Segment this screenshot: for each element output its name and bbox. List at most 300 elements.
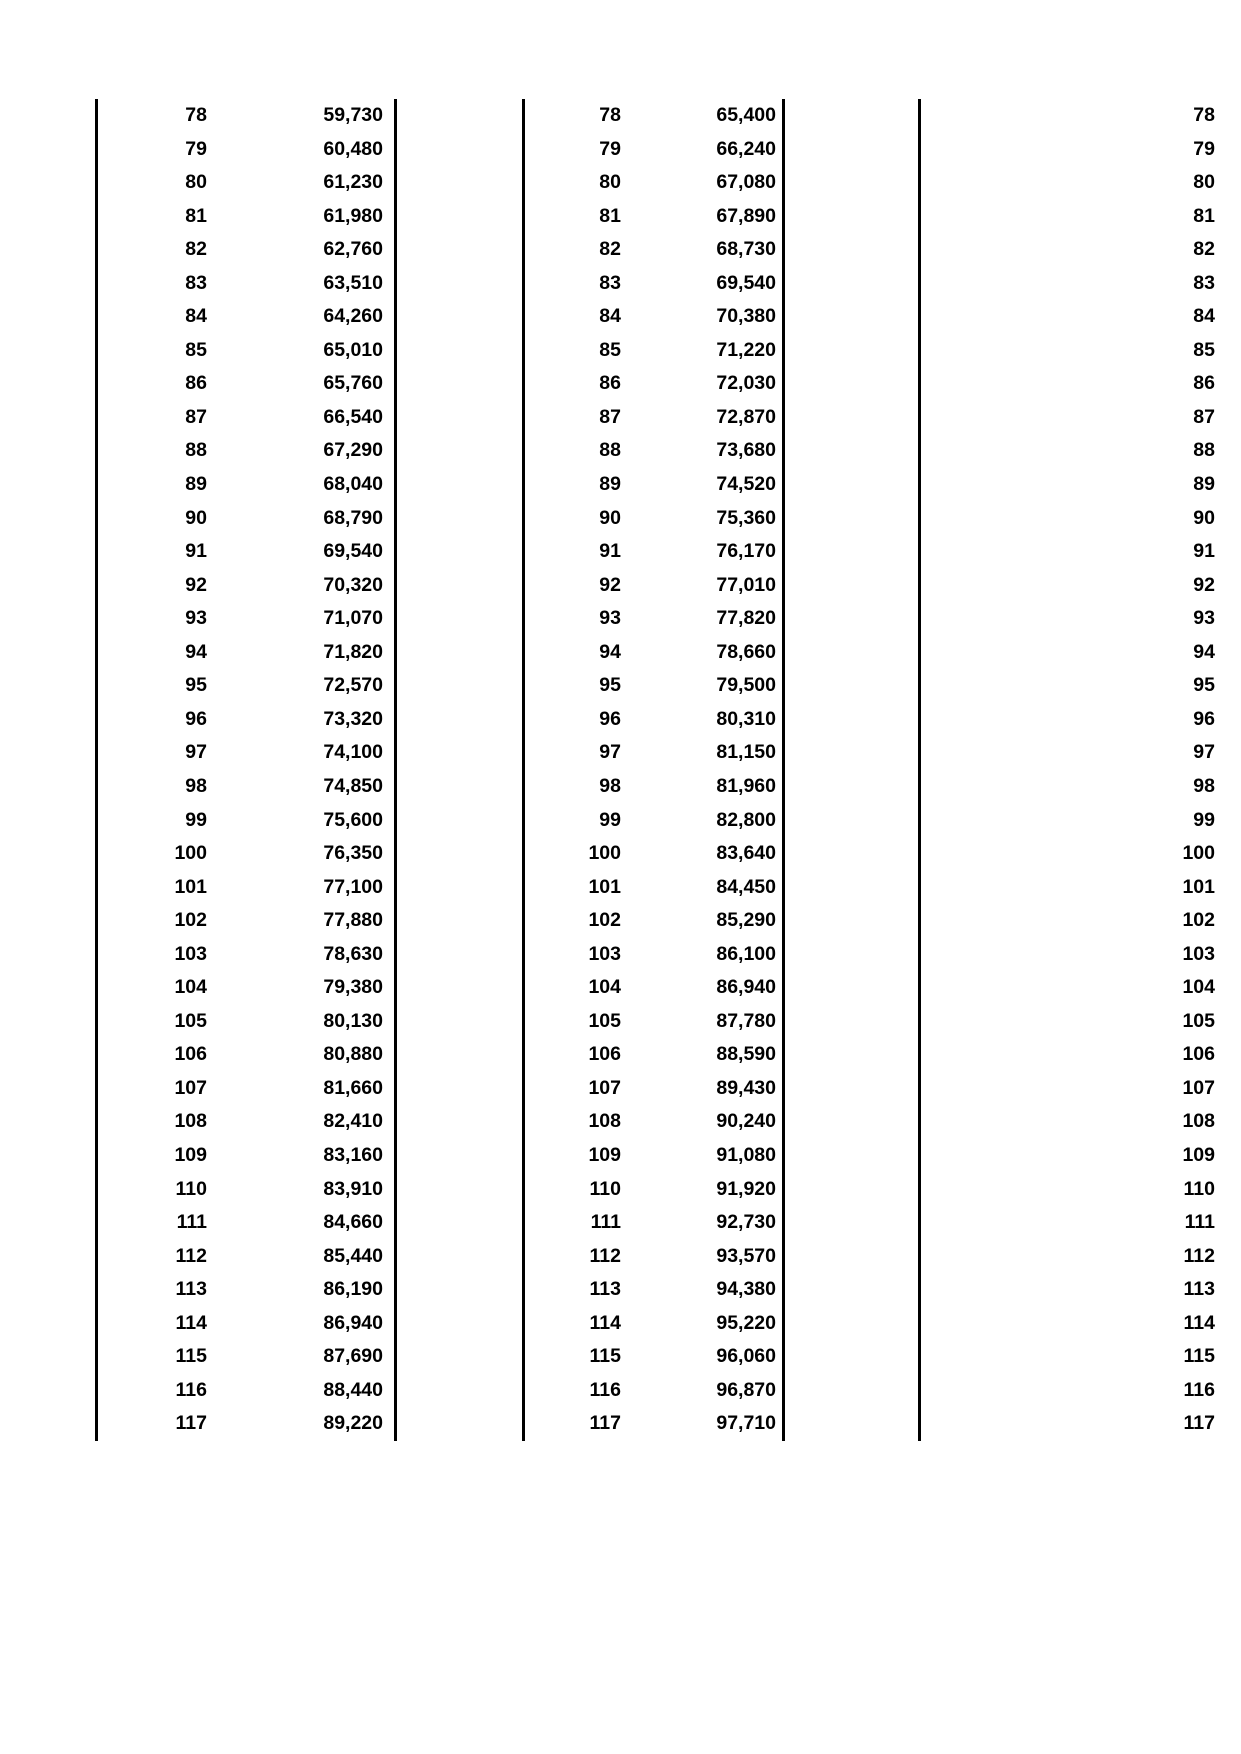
table-row: [921, 133, 1238, 167]
table-row: [525, 1206, 782, 1240]
table-row: [525, 1340, 782, 1374]
table-row: [98, 703, 394, 737]
table-row: [98, 401, 394, 435]
row-index-cell: 108: [174, 1110, 207, 1133]
row-index-cell: 108: [588, 1110, 621, 1133]
table-row: [921, 267, 1238, 301]
table-row: [525, 1072, 782, 1106]
table-row: [525, 1105, 782, 1139]
table-row: [98, 1072, 394, 1106]
row-index-cell: 109: [588, 1143, 621, 1166]
row-value-cell: 87,780: [716, 1009, 776, 1032]
row-value-cell: 88,440: [323, 1378, 383, 1401]
row-index-cell: 107: [588, 1076, 621, 1099]
table-row: [98, 334, 394, 368]
row-index-cell: 111: [176, 1211, 207, 1234]
table-row: [98, 1273, 394, 1307]
table-row: [525, 166, 782, 200]
row-index-cell: 115: [175, 1345, 207, 1368]
table-row: [98, 569, 394, 603]
row-index-cell: 97: [185, 741, 207, 764]
table-row: [98, 367, 394, 401]
row-value-cell: 68,790: [323, 506, 383, 529]
row-index-cell: 91: [599, 540, 621, 563]
row-index-cell: 99: [185, 808, 207, 831]
row-value-cell: 87,690: [323, 1345, 383, 1368]
table-row: [921, 1206, 1238, 1240]
row-index-cell: 93: [185, 607, 207, 630]
row-index-cell: 81: [599, 204, 621, 227]
table-row: [525, 971, 782, 1005]
table-row: [525, 1240, 782, 1274]
table-row: [921, 1139, 1238, 1173]
row-value-cell: 90,240: [716, 1110, 776, 1133]
table-section-2: [522, 99, 785, 1441]
row-value-cell: 85,290: [716, 909, 776, 932]
row-index-cell: 78: [1193, 104, 1215, 127]
row-value-cell: 79,380: [323, 976, 383, 999]
row-index-cell: 101: [588, 875, 621, 898]
row-index-cell: 102: [174, 909, 207, 932]
row-value-cell: 61,980: [323, 204, 383, 227]
row-index-cell: 110: [175, 1177, 207, 1200]
row-value-cell: 71,070: [323, 607, 383, 630]
row-index-cell: 114: [1183, 1311, 1215, 1334]
row-value-cell: 92,730: [716, 1211, 776, 1234]
row-index-cell: 83: [1193, 271, 1215, 294]
table-row: [921, 636, 1238, 670]
table-row: [525, 401, 782, 435]
row-index-cell: 79: [1193, 137, 1215, 160]
row-value-cell: 69,540: [323, 540, 383, 563]
row-index-cell: 80: [599, 171, 621, 194]
row-value-cell: 77,100: [323, 875, 383, 898]
table-row: [921, 367, 1238, 401]
row-index-cell: 82: [185, 238, 207, 261]
row-value-cell: 68,040: [323, 473, 383, 496]
section-gap-2: [785, 99, 918, 1441]
table-row: [525, 703, 782, 737]
row-value-cell: 89,220: [323, 1412, 383, 1435]
row-index-cell: 92: [599, 573, 621, 596]
row-value-cell: 68,730: [716, 238, 776, 261]
row-index-cell: 79: [185, 137, 207, 160]
row-value-cell: 82,800: [716, 808, 776, 831]
table-sections: [95, 99, 1238, 1441]
row-index-cell: 89: [599, 473, 621, 496]
row-index-cell: 83: [599, 271, 621, 294]
row-index-cell: 104: [588, 976, 621, 999]
row-index-cell: 88: [599, 439, 621, 462]
table-row: [921, 803, 1238, 837]
table-row: [525, 300, 782, 334]
table-row: [921, 401, 1238, 435]
row-index-cell: 116: [175, 1378, 207, 1401]
table-row: [921, 1105, 1238, 1139]
table-row: [98, 1105, 394, 1139]
row-index-cell: 113: [175, 1278, 207, 1301]
row-value-cell: 72,570: [323, 674, 383, 697]
row-index-cell: 104: [1182, 976, 1215, 999]
row-index-cell: 78: [599, 104, 621, 127]
row-index-cell: 83: [185, 271, 207, 294]
table-row: [525, 133, 782, 167]
table-row: [98, 971, 394, 1005]
table-row: [98, 736, 394, 770]
row-index-cell: 114: [589, 1311, 621, 1334]
table-row: [921, 1072, 1238, 1106]
table-row: [921, 334, 1238, 368]
row-index-cell: 112: [175, 1244, 207, 1267]
row-value-cell: 66,540: [323, 405, 383, 428]
row-value-cell: 73,680: [716, 439, 776, 462]
row-value-cell: 86,940: [716, 976, 776, 999]
row-value-cell: 96,060: [716, 1345, 776, 1368]
table-row: [98, 300, 394, 334]
row-index-cell: 87: [1193, 405, 1215, 428]
table-row: [525, 367, 782, 401]
table-row: [921, 1038, 1238, 1072]
table-row: [98, 99, 394, 133]
table-row: [98, 1240, 394, 1274]
table-row: [525, 267, 782, 301]
table-row: [525, 602, 782, 636]
table-row: [921, 233, 1238, 267]
row-index-cell: 107: [1182, 1076, 1215, 1099]
table-row: [98, 1038, 394, 1072]
table-row: [98, 233, 394, 267]
row-index-cell: 116: [1183, 1378, 1215, 1401]
table-row: [98, 602, 394, 636]
table-row: [525, 669, 782, 703]
table-row: [525, 736, 782, 770]
row-index-cell: 106: [174, 1043, 207, 1066]
section-gap-1: [397, 99, 522, 1441]
table-row: [98, 468, 394, 502]
row-index-cell: 94: [599, 640, 621, 663]
row-index-cell: 108: [1182, 1110, 1215, 1133]
table-row: [98, 803, 394, 837]
table-row: [98, 1139, 394, 1173]
row-value-cell: 80,880: [323, 1043, 383, 1066]
table-row: [525, 770, 782, 804]
row-value-cell: 71,820: [323, 640, 383, 663]
row-value-cell: 86,100: [716, 942, 776, 965]
table-row: [921, 602, 1238, 636]
row-index-cell: 95: [599, 674, 621, 697]
table-row: [525, 1173, 782, 1207]
row-index-cell: 117: [175, 1412, 207, 1435]
table-row: [525, 200, 782, 234]
row-value-cell: 97,710: [716, 1412, 776, 1435]
table-row: [98, 267, 394, 301]
row-index-cell: 100: [1182, 842, 1215, 865]
table-row: [921, 535, 1238, 569]
row-index-cell: 85: [185, 338, 207, 361]
row-index-cell: 96: [1193, 707, 1215, 730]
row-value-cell: 91,920: [716, 1177, 776, 1200]
row-index-cell: 105: [1182, 1009, 1215, 1032]
row-index-cell: 86: [1193, 372, 1215, 395]
table-row: [98, 904, 394, 938]
row-value-cell: 78,630: [323, 942, 383, 965]
table-row: [921, 1374, 1238, 1408]
table-row: [921, 904, 1238, 938]
row-index-cell: 93: [599, 607, 621, 630]
row-value-cell: 93,570: [716, 1244, 776, 1267]
row-index-cell: 113: [1183, 1278, 1215, 1301]
table-row: [98, 837, 394, 871]
row-index-cell: 103: [1182, 942, 1215, 965]
row-index-cell: 86: [599, 372, 621, 395]
table-row: [921, 1273, 1238, 1307]
table-row: [921, 703, 1238, 737]
table-row: [98, 502, 394, 536]
row-value-cell: 86,190: [323, 1278, 383, 1301]
table-row: [921, 1307, 1238, 1341]
row-index-cell: 104: [174, 976, 207, 999]
row-index-cell: 102: [1182, 909, 1215, 932]
row-value-cell: 91,080: [716, 1143, 776, 1166]
table-row: [525, 1005, 782, 1039]
row-index-cell: 91: [1193, 540, 1215, 563]
table-row: [921, 871, 1238, 905]
row-value-cell: 79,500: [716, 674, 776, 697]
table-row: [921, 736, 1238, 770]
row-index-cell: 82: [1193, 238, 1215, 261]
table-row: [525, 636, 782, 670]
row-index-cell: 92: [1193, 573, 1215, 596]
table-row: [921, 1173, 1238, 1207]
row-index-cell: 98: [599, 774, 621, 797]
row-value-cell: 74,850: [323, 774, 383, 797]
row-index-cell: 87: [185, 405, 207, 428]
table-row: [921, 300, 1238, 334]
row-index-cell: 93: [1193, 607, 1215, 630]
row-index-cell: 80: [1193, 171, 1215, 194]
row-index-cell: 81: [185, 204, 207, 227]
row-index-cell: 98: [185, 774, 207, 797]
row-value-cell: 64,260: [323, 305, 383, 328]
row-index-cell: 96: [599, 707, 621, 730]
row-index-cell: 117: [589, 1412, 621, 1435]
table-row: [98, 166, 394, 200]
row-value-cell: 84,450: [716, 875, 776, 898]
table-row: [525, 1038, 782, 1072]
table-row: [525, 334, 782, 368]
row-value-cell: 83,640: [716, 842, 776, 865]
row-value-cell: 74,100: [323, 741, 383, 764]
table-row: [98, 1407, 394, 1441]
row-value-cell: 67,890: [716, 204, 776, 227]
row-index-cell: 90: [599, 506, 621, 529]
row-value-cell: 71,220: [716, 338, 776, 361]
table-row: [98, 669, 394, 703]
row-value-cell: 88,590: [716, 1043, 776, 1066]
row-index-cell: 112: [589, 1244, 621, 1267]
row-value-cell: 63,510: [323, 271, 383, 294]
row-index-cell: 100: [174, 842, 207, 865]
row-index-cell: 95: [1193, 674, 1215, 697]
row-index-cell: 85: [599, 338, 621, 361]
table-row: [525, 837, 782, 871]
table-row: [98, 1173, 394, 1207]
row-index-cell: 99: [599, 808, 621, 831]
row-value-cell: 65,400: [716, 104, 776, 127]
row-index-cell: 103: [174, 942, 207, 965]
row-value-cell: 94,380: [716, 1278, 776, 1301]
row-value-cell: 75,600: [323, 808, 383, 831]
row-index-cell: 113: [589, 1278, 621, 1301]
row-value-cell: 77,010: [716, 573, 776, 596]
row-value-cell: 72,870: [716, 405, 776, 428]
row-index-cell: 101: [174, 875, 207, 898]
table-row: [921, 1240, 1238, 1274]
row-value-cell: 77,880: [323, 909, 383, 932]
row-value-cell: 66,240: [716, 137, 776, 160]
table-row: [921, 468, 1238, 502]
row-index-cell: 98: [1193, 774, 1215, 797]
row-value-cell: 84,660: [323, 1211, 383, 1234]
table-row: [525, 803, 782, 837]
table-row: [525, 1407, 782, 1441]
row-index-cell: 78: [185, 104, 207, 127]
table-row: [525, 535, 782, 569]
table-row: [921, 971, 1238, 1005]
table-row: [98, 938, 394, 972]
table-row: [921, 569, 1238, 603]
table-row: [525, 938, 782, 972]
row-index-cell: 109: [174, 1143, 207, 1166]
row-index-cell: 115: [1183, 1345, 1215, 1368]
row-index-cell: 84: [599, 305, 621, 328]
row-value-cell: 78,660: [716, 640, 776, 663]
row-value-cell: 65,010: [323, 338, 383, 361]
row-index-cell: 79: [599, 137, 621, 160]
table-row: [98, 200, 394, 234]
table-row: [98, 434, 394, 468]
table-row: [921, 1005, 1238, 1039]
row-index-cell: 107: [174, 1076, 207, 1099]
table-row: [98, 1005, 394, 1039]
row-index-cell: 94: [185, 640, 207, 663]
row-value-cell: 77,820: [716, 607, 776, 630]
row-index-cell: 105: [588, 1009, 621, 1032]
row-value-cell: 82,410: [323, 1110, 383, 1133]
row-index-cell: 97: [599, 741, 621, 764]
row-index-cell: 114: [175, 1311, 207, 1334]
row-value-cell: 69,540: [716, 271, 776, 294]
row-index-cell: 102: [588, 909, 621, 932]
row-index-cell: 91: [185, 540, 207, 563]
row-index-cell: 105: [174, 1009, 207, 1032]
row-value-cell: 59,730: [323, 104, 383, 127]
row-value-cell: 70,380: [716, 305, 776, 328]
row-value-cell: 96,870: [716, 1378, 776, 1401]
row-value-cell: 89,430: [716, 1076, 776, 1099]
table-row: [525, 233, 782, 267]
table-row: [921, 166, 1238, 200]
table-row: [98, 133, 394, 167]
row-value-cell: 65,760: [323, 372, 383, 395]
row-index-cell: 112: [1183, 1244, 1215, 1267]
row-value-cell: 67,080: [716, 171, 776, 194]
table-row: [98, 1374, 394, 1408]
row-value-cell: 72,030: [716, 372, 776, 395]
table-row: [525, 1273, 782, 1307]
row-index-cell: 116: [589, 1378, 621, 1401]
table-row: [525, 569, 782, 603]
row-index-cell: 81: [1193, 204, 1215, 227]
row-value-cell: 80,310: [716, 707, 776, 730]
row-index-cell: 88: [1193, 439, 1215, 462]
table-row: [525, 502, 782, 536]
row-index-cell: 90: [1193, 506, 1215, 529]
row-value-cell: 73,320: [323, 707, 383, 730]
row-value-cell: 70,320: [323, 573, 383, 596]
table-row: [525, 1374, 782, 1408]
table-row: [525, 871, 782, 905]
table-row: [98, 1206, 394, 1240]
row-index-cell: 99: [1193, 808, 1215, 831]
row-index-cell: 89: [185, 473, 207, 496]
row-value-cell: 61,230: [323, 171, 383, 194]
table-row: [525, 1307, 782, 1341]
row-index-cell: 90: [185, 506, 207, 529]
row-index-cell: 80: [185, 171, 207, 194]
table-row: [921, 434, 1238, 468]
row-value-cell: 83,910: [323, 1177, 383, 1200]
row-value-cell: 67,290: [323, 439, 383, 462]
row-index-cell: 86: [185, 372, 207, 395]
row-value-cell: 81,150: [716, 741, 776, 764]
row-index-cell: 100: [588, 842, 621, 865]
table-row: [921, 200, 1238, 234]
table-section-3: [918, 99, 1238, 1441]
row-index-cell: 106: [1182, 1043, 1215, 1066]
row-value-cell: 81,660: [323, 1076, 383, 1099]
row-value-cell: 74,520: [716, 473, 776, 496]
table-row: [98, 1340, 394, 1374]
table-row: [921, 770, 1238, 804]
row-value-cell: 75,360: [716, 506, 776, 529]
table-row: [921, 669, 1238, 703]
table-row: [525, 468, 782, 502]
row-index-cell: 88: [185, 439, 207, 462]
row-value-cell: 62,760: [323, 238, 383, 261]
row-index-cell: 106: [588, 1043, 621, 1066]
row-value-cell: 76,350: [323, 842, 383, 865]
row-index-cell: 85: [1193, 338, 1215, 361]
row-value-cell: 83,160: [323, 1143, 383, 1166]
table-row: [921, 837, 1238, 871]
row-index-cell: 94: [1193, 640, 1215, 663]
row-index-cell: 97: [1193, 741, 1215, 764]
row-index-cell: 111: [1184, 1211, 1215, 1234]
row-index-cell: 109: [1182, 1143, 1215, 1166]
row-value-cell: 95,220: [716, 1311, 776, 1334]
row-index-cell: 110: [589, 1177, 621, 1200]
table-row: [98, 1307, 394, 1341]
table-row: [921, 1340, 1238, 1374]
table-row: [525, 99, 782, 133]
table-row: [525, 904, 782, 938]
row-value-cell: 60,480: [323, 137, 383, 160]
table-row: [525, 434, 782, 468]
table-row: [921, 938, 1238, 972]
row-value-cell: 76,170: [716, 540, 776, 563]
table-row: [921, 99, 1238, 133]
